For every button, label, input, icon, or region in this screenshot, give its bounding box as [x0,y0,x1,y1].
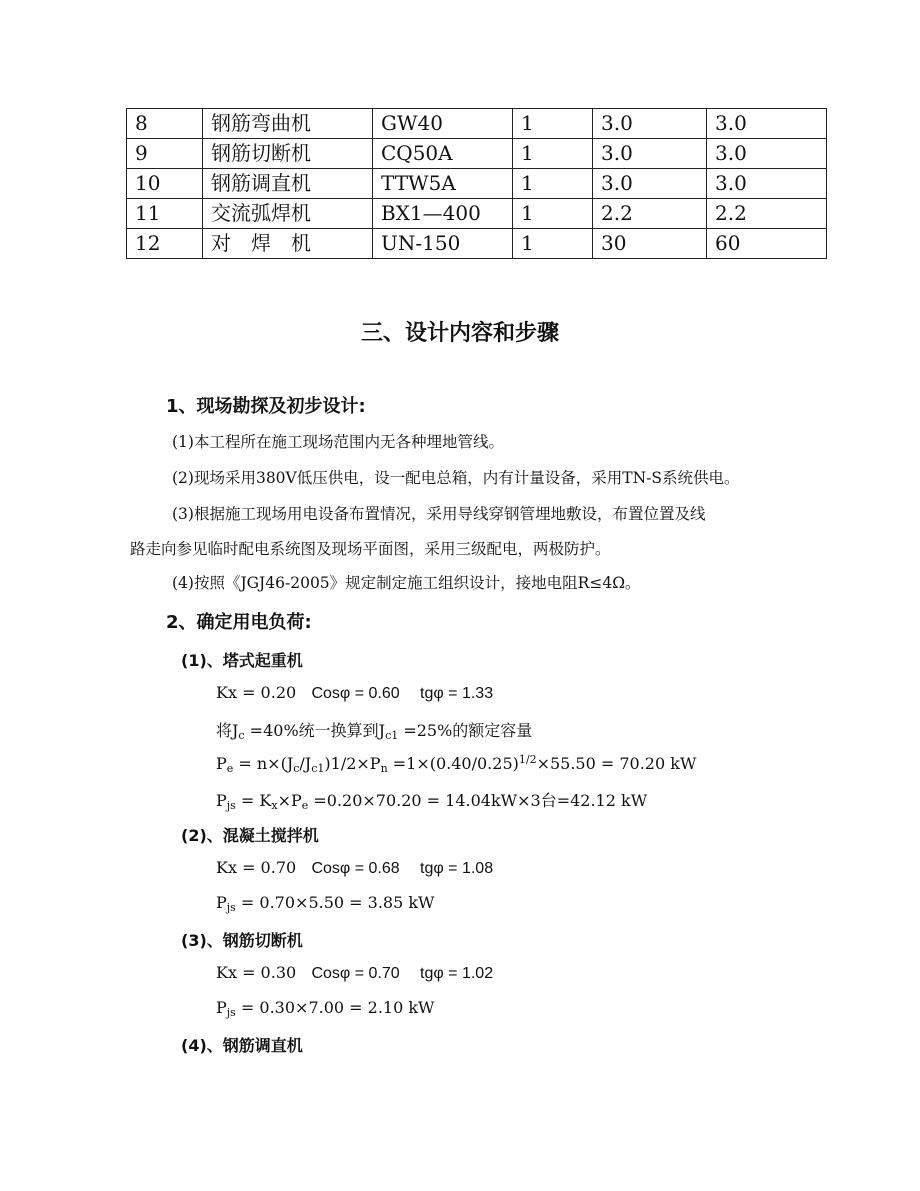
cell-total: 3.0 [707,169,827,199]
cell-no: 10 [127,169,203,199]
text-part: ×P [277,791,302,810]
text-part: =1×(0.40/0.25) [387,754,519,773]
cell-qty: 1 [513,199,593,229]
table-row [127,199,827,229]
cell-model: BX1—400 [373,199,513,229]
concrete-mixer-pjs-formula [216,893,435,914]
paragraph-4: (4)按照《JGJ46-2005》规定制定施工组织设计，接地电阻R≤4Ω。 [172,574,641,592]
subscript: js [226,799,236,812]
tg-value: tgφ = 1.08 [420,860,494,877]
text-part: P [216,754,227,773]
text-part: = 0.30×7.00 = 2.10 kW [235,998,435,1017]
cell-no: 8 [127,109,203,139]
table-row [127,109,827,139]
text-part: 将J [216,721,239,740]
subscript: c [293,762,300,775]
cell-power: 30 [593,229,707,259]
cell-model: TTW5A [373,169,513,199]
cell-model: CQ50A [373,139,513,169]
subscript: n [380,762,388,775]
text-part: = n×(J [233,754,294,773]
rebar-cutter-pjs-formula [216,998,435,1019]
section-title: 三、设计内容和步骤 [360,321,559,346]
text-part: =25%的额定容量 [398,721,533,740]
subscript: js [226,1006,236,1019]
cell-qty: 1 [513,109,593,139]
cell-name: 钢筋切断机 [203,139,373,169]
tower-crane-pjs-formula [216,788,647,812]
text-part: P [216,791,227,810]
tower-crane-pe-formula [216,753,696,775]
tower-crane-conversion [216,718,532,742]
tower-crane-coefficients [216,683,493,703]
text-part: )1/2×P [324,754,381,773]
cell-qty: 1 [513,229,593,259]
cell-total: 3.0 [707,109,827,139]
cell-name: 交流弧焊机 [203,199,373,229]
text-part: P [216,893,227,912]
table-row [127,229,827,259]
text-part: =40%统一换算到J [244,721,386,740]
paragraph-2: (2)现场采用380V低压供电，设一配电总箱，内有计量设备，采用TN-S系统供电。 [172,469,740,487]
cell-name: 钢筋调直机 [203,169,373,199]
text-part: = K [235,791,272,810]
cell-model: GW40 [373,109,513,139]
paragraph-3-line-2: 路走向参见临时配电系统图及现场平面图，采用三级配电，两极防护。 [130,540,611,558]
rebar-cutter-title: (3)、钢筋切断机 [181,931,303,950]
subscript: e [301,799,309,812]
cell-qty: 1 [513,139,593,169]
cos-value: Cosφ = 0.68 [311,860,400,877]
cell-power: 3.0 [593,139,707,169]
text-part: /J [299,754,312,773]
subscript: js [226,901,236,914]
concrete-mixer-coefficients [216,858,493,878]
subscript: c1 [311,762,325,775]
cell-name: 钢筋弯曲机 [203,109,373,139]
tg-value: tgφ = 1.02 [420,965,494,982]
load-heading: 2、确定用电负荷: [166,612,312,633]
superscript: 1/2 [518,753,537,766]
concrete-mixer-title: (2)、混凝土搅拌机 [181,826,319,845]
cos-value: Cosφ = 0.70 [311,965,400,982]
tg-value: tgφ = 1.33 [420,685,494,702]
cell-no: 9 [127,139,203,169]
subscript: x [271,799,278,812]
tower-crane-title: (1)、塔式起重机 [181,651,303,670]
rebar-straightener-title: (4)、钢筋调直机 [181,1036,303,1055]
cell-total: 60 [707,229,827,259]
cell-name: 对焊机 [203,229,373,259]
table-row [127,169,827,199]
cell-power: 3.0 [593,109,707,139]
subscript: c [238,729,245,742]
cell-total: 2.2 [707,199,827,229]
table-row [127,139,827,169]
cell-no: 11 [127,199,203,229]
cell-power: 3.0 [593,169,707,199]
text-part: P [216,998,227,1017]
cell-model: UN-150 [373,229,513,259]
equipment-table [126,108,827,259]
kx-value: Kx = 0.20 [216,683,297,702]
text-part: =0.20×70.20 = 14.04kW×3台=42.12 kW [308,791,648,810]
paragraph-1: (1)本工程所在施工现场范围内无各种埋地管线。 [172,433,504,451]
text-part: = 0.70×5.50 = 3.85 kW [235,893,435,912]
rebar-cutter-coefficients [216,963,493,983]
kx-value: Kx = 0.70 [216,858,297,877]
cell-no: 12 [127,229,203,259]
cell-power: 2.2 [593,199,707,229]
cell-total: 3.0 [707,139,827,169]
kx-value: Kx = 0.30 [216,963,297,982]
paragraph-3-line-1: (3)根据施工现场用电设备布置情况，采用导线穿钢管埋地敷设，布置位置及线 [172,505,706,523]
cos-value: Cosφ = 0.60 [311,685,400,702]
cell-qty: 1 [513,169,593,199]
subscript: e [226,762,234,775]
text-part: ×55.50 = 70.20 kW [536,754,697,773]
site-survey-heading: 1、现场勘探及初步设计: [166,396,366,417]
subscript: c1 [385,729,399,742]
